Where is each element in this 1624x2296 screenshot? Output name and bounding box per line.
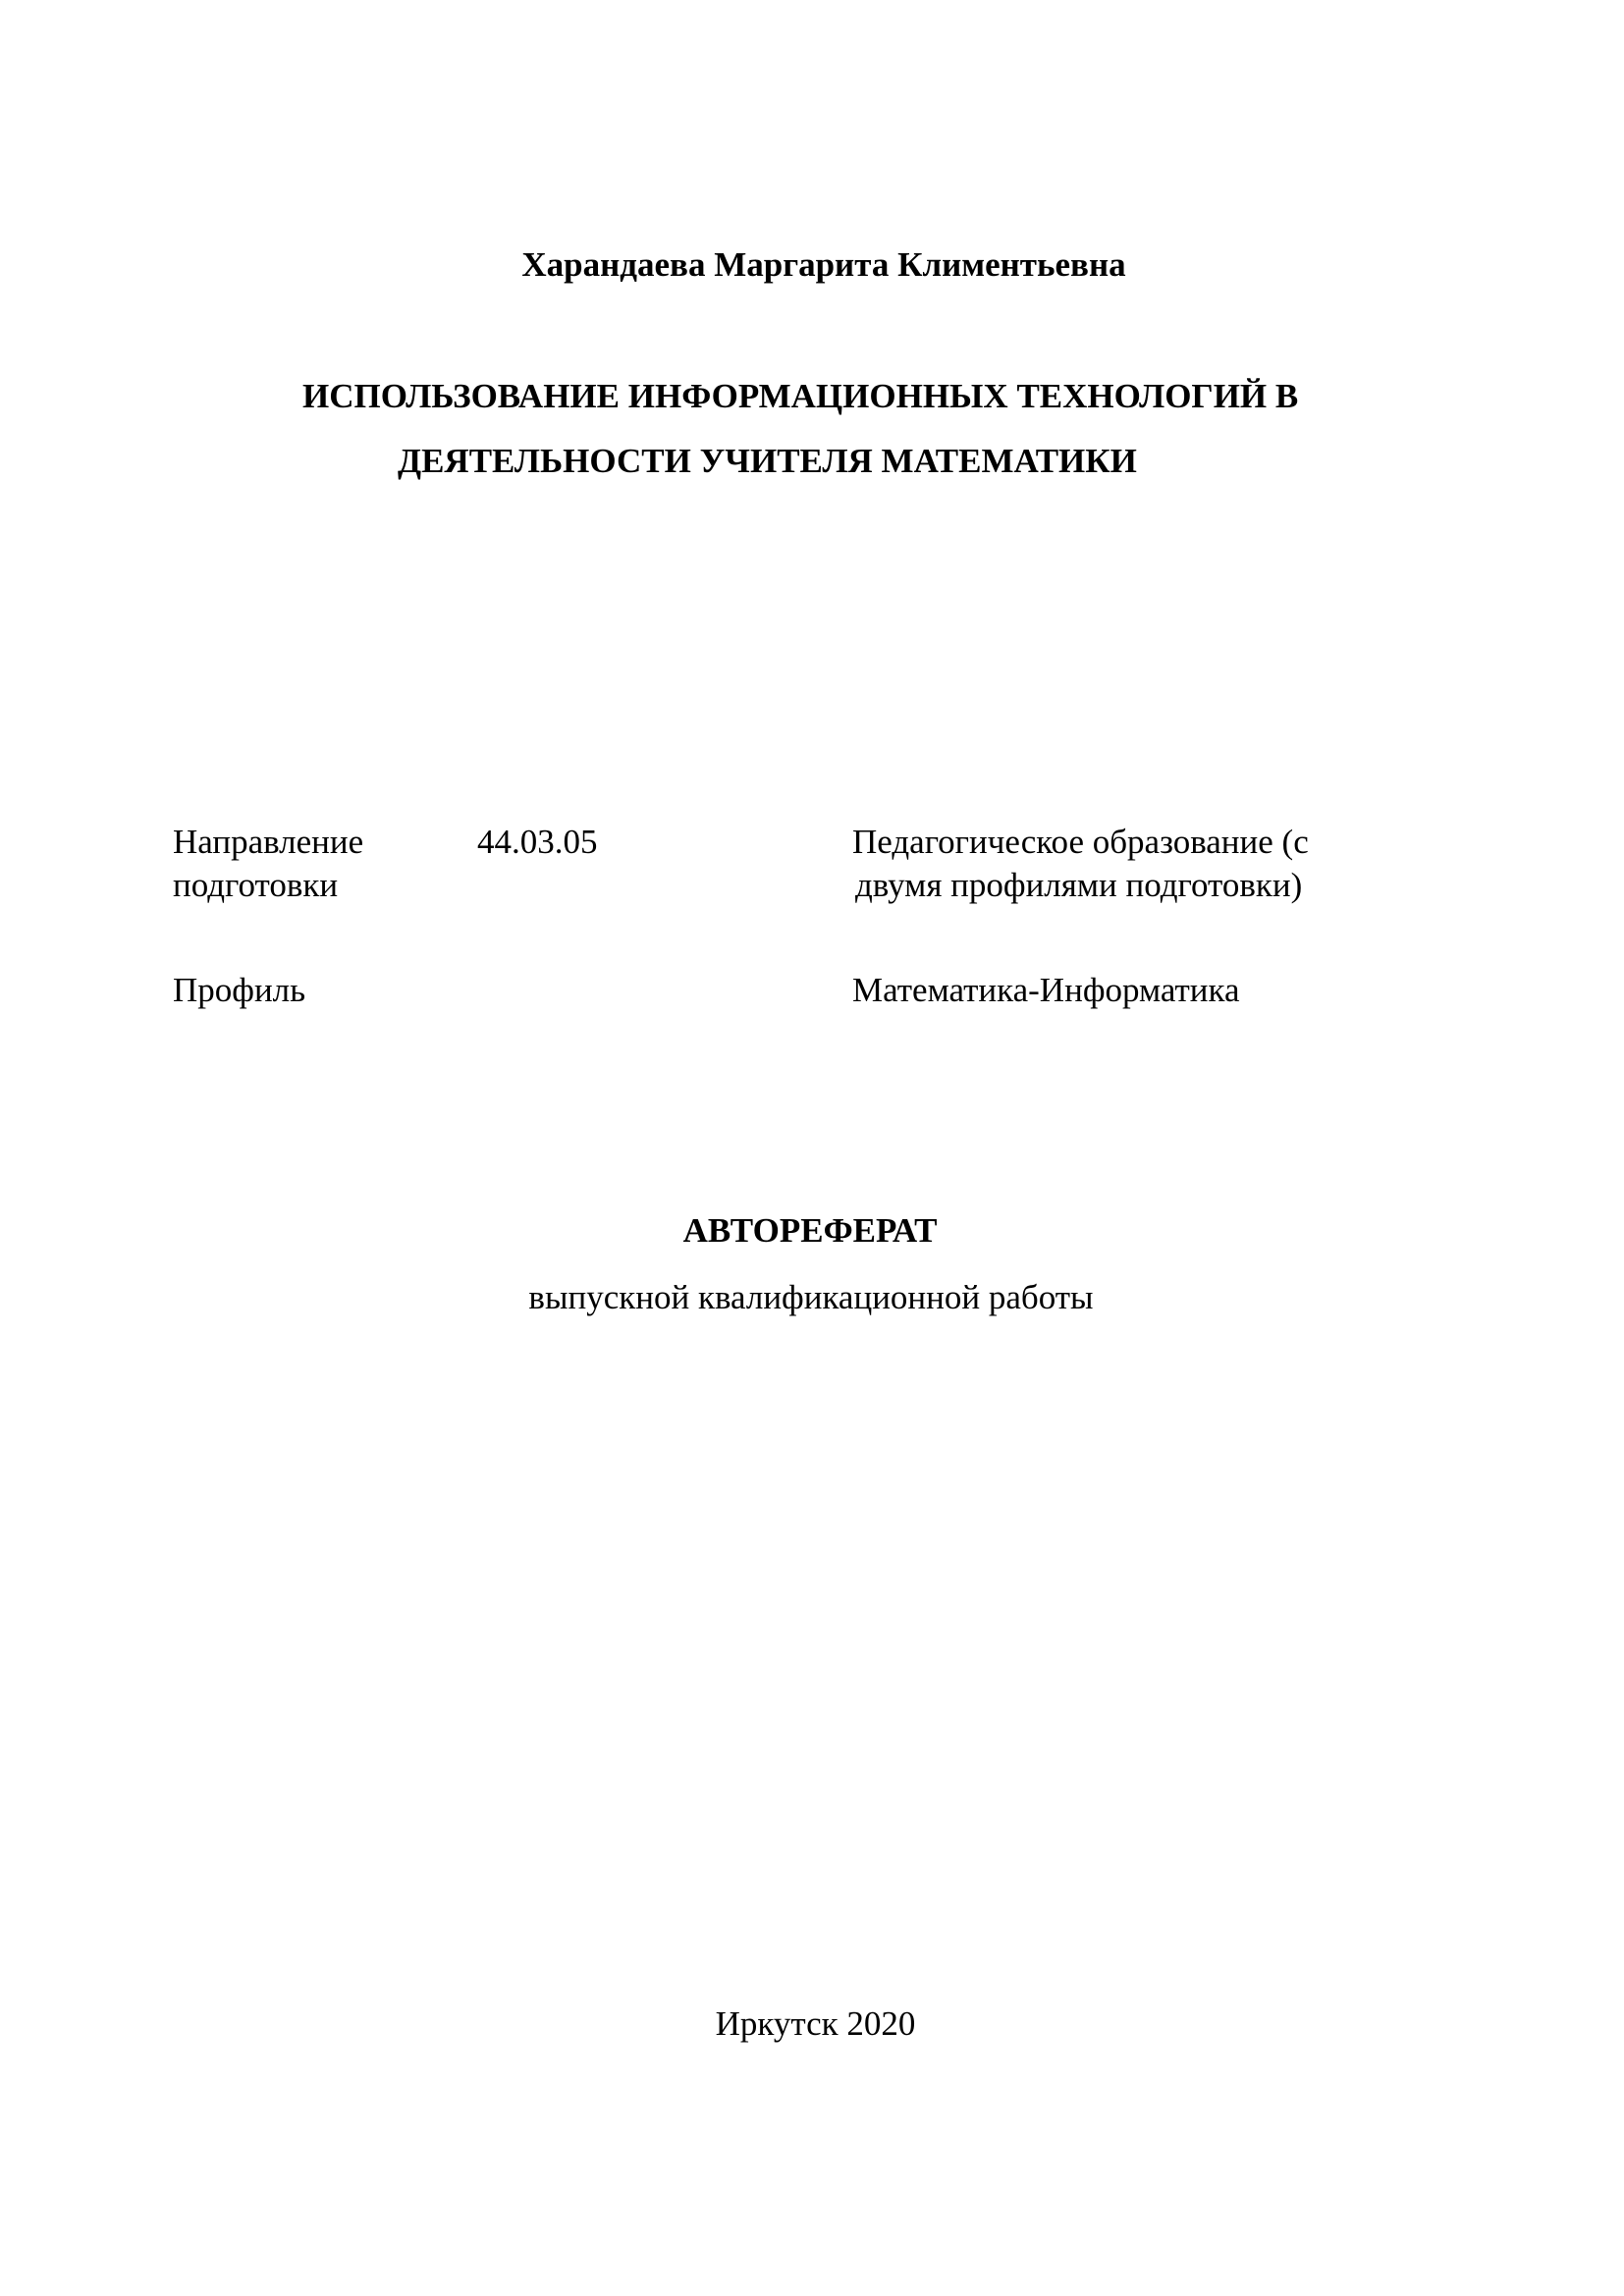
direction-value-line-2: двумя профилями подготовки) <box>855 866 1303 904</box>
city-year: Иркутск 2020 <box>715 2004 916 2043</box>
thesis-title-line-1: ИСПОЛЬЗОВАНИЕ ИНФОРМАЦИОННЫХ ТЕХНОЛОГИЙ В <box>302 377 1299 415</box>
document-type-heading: АВТОРЕФЕРАТ <box>682 1211 938 1250</box>
document-subtype: выпускной квалификационной работы <box>528 1278 1094 1316</box>
thesis-title-line-2: ДЕЯТЕЛЬНОСТИ УЧИТЕЛЯ МАТЕМАТИКИ <box>398 442 1137 480</box>
profile-label: Профиль <box>173 971 306 1009</box>
direction-label-line-2: подготовки <box>173 866 339 904</box>
direction-value-line-1: Педагогическое образование (с <box>852 823 1309 861</box>
direction-code: 44.03.05 <box>477 823 598 861</box>
profile-value: Математика-Информатика <box>852 971 1240 1009</box>
author-name: Харандаева Маргарита Климентьевна <box>521 245 1126 284</box>
direction-label-line-1: Направление <box>173 823 364 861</box>
